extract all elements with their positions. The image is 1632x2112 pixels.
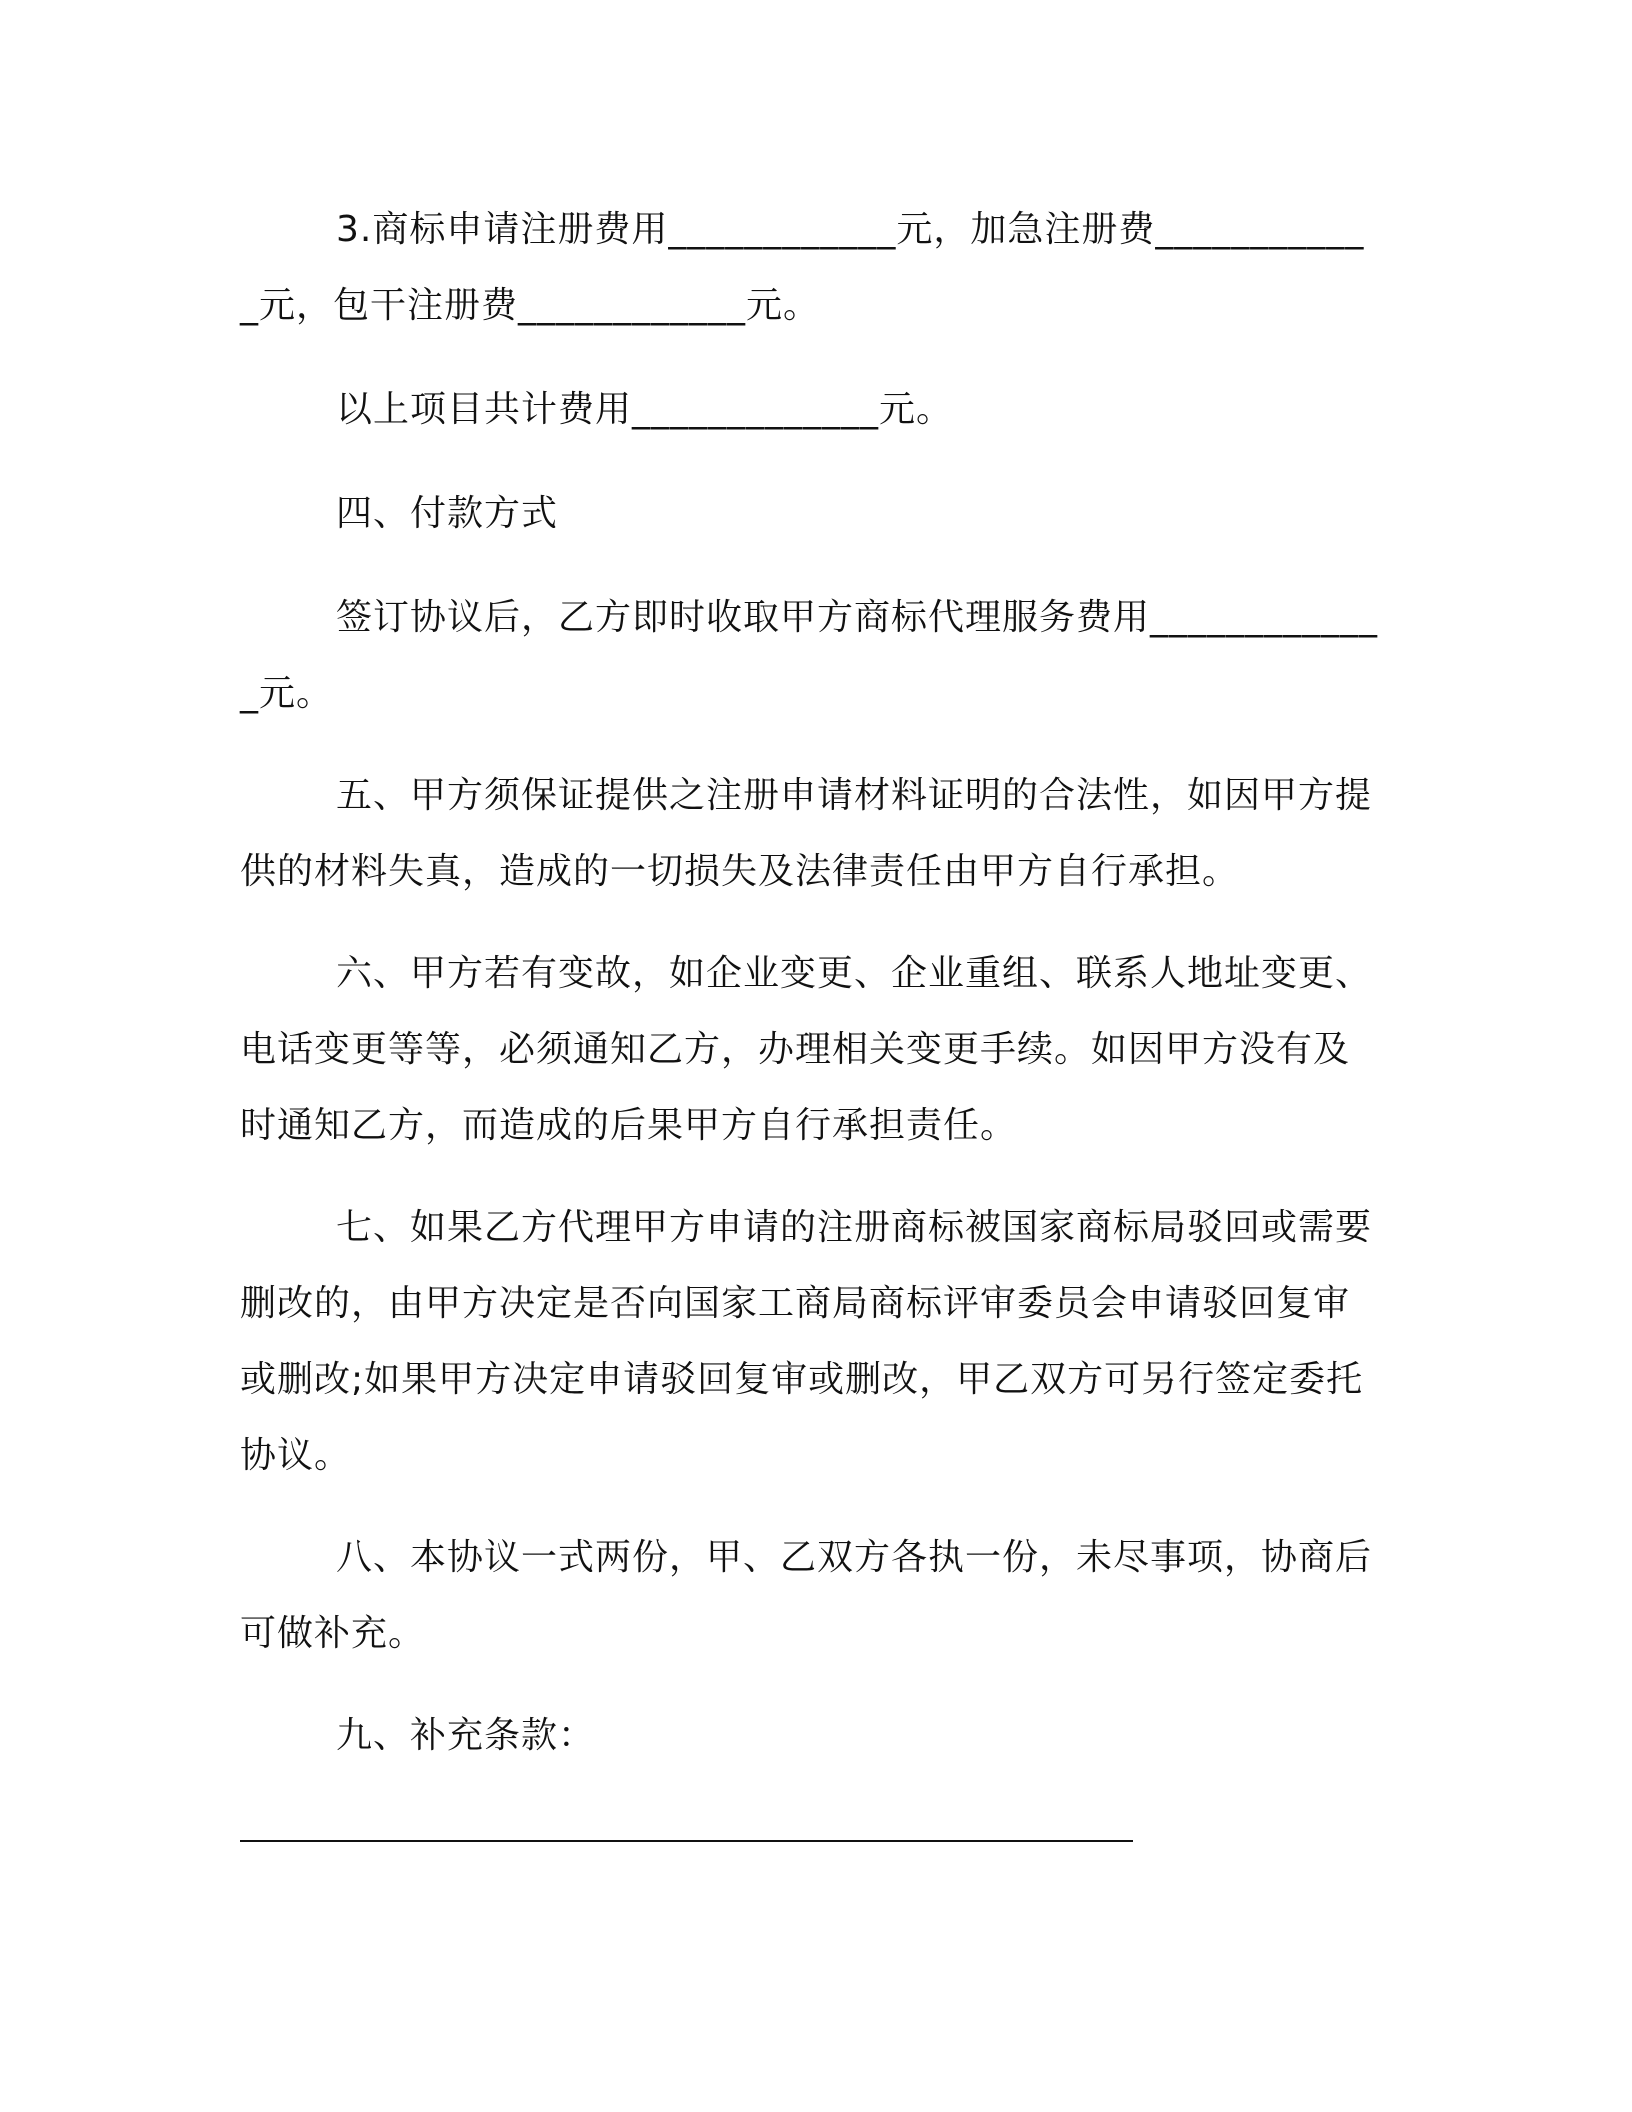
paragraph-total-fees: 以上项目共计费用_____________元。 [336, 389, 954, 430]
paragraph-clause-seven: 七、如果乙方代理甲方申请的注册商标被国家商标局驳回或需要删改的，由甲方决定是否向国家工商局商标评审委员会申请驳回复审或删改;如果甲方决定申请驳回复审或删改，甲乙双方可另行签定委托协议。 [240, 1207, 1373, 1476]
paragraph-clause-five: 五、甲方须保证提供之注册申请材料证明的合法性，如因甲方提供的材料失真，造成的一切损失及法律责任由甲方自行承担。 [240, 775, 1373, 892]
paragraph-clause-nine: 九、补充条款： [336, 1715, 596, 1756]
document-page [240, 192, 1380, 1842]
paragraph-registration-fees: 3.商标申请注册费用____________元，加急注册费____________元，包干注册费____________元。 [240, 209, 1365, 326]
section-heading-payment-method: 四、付款方式 [336, 493, 559, 534]
paragraph-clause-six: 六、甲方若有变故，如企业变更、企业重组、联系人地址变更、电话变更等等，必须通知乙方，办理相关变更手续。如因甲方没有及时通知乙方，而造成的后果甲方自行承担责任。 [240, 953, 1373, 1146]
paragraph-payment-terms: 签订协议后，乙方即时收取甲方商标代理服务费用_____________元。 [240, 597, 1379, 714]
paragraph-clause-eight: 八、本协议一式两份，甲、乙双方各执一份，未尽事项，协商后可做补充。 [240, 1537, 1373, 1654]
supplementary-terms-blank-line [240, 1840, 1133, 1842]
